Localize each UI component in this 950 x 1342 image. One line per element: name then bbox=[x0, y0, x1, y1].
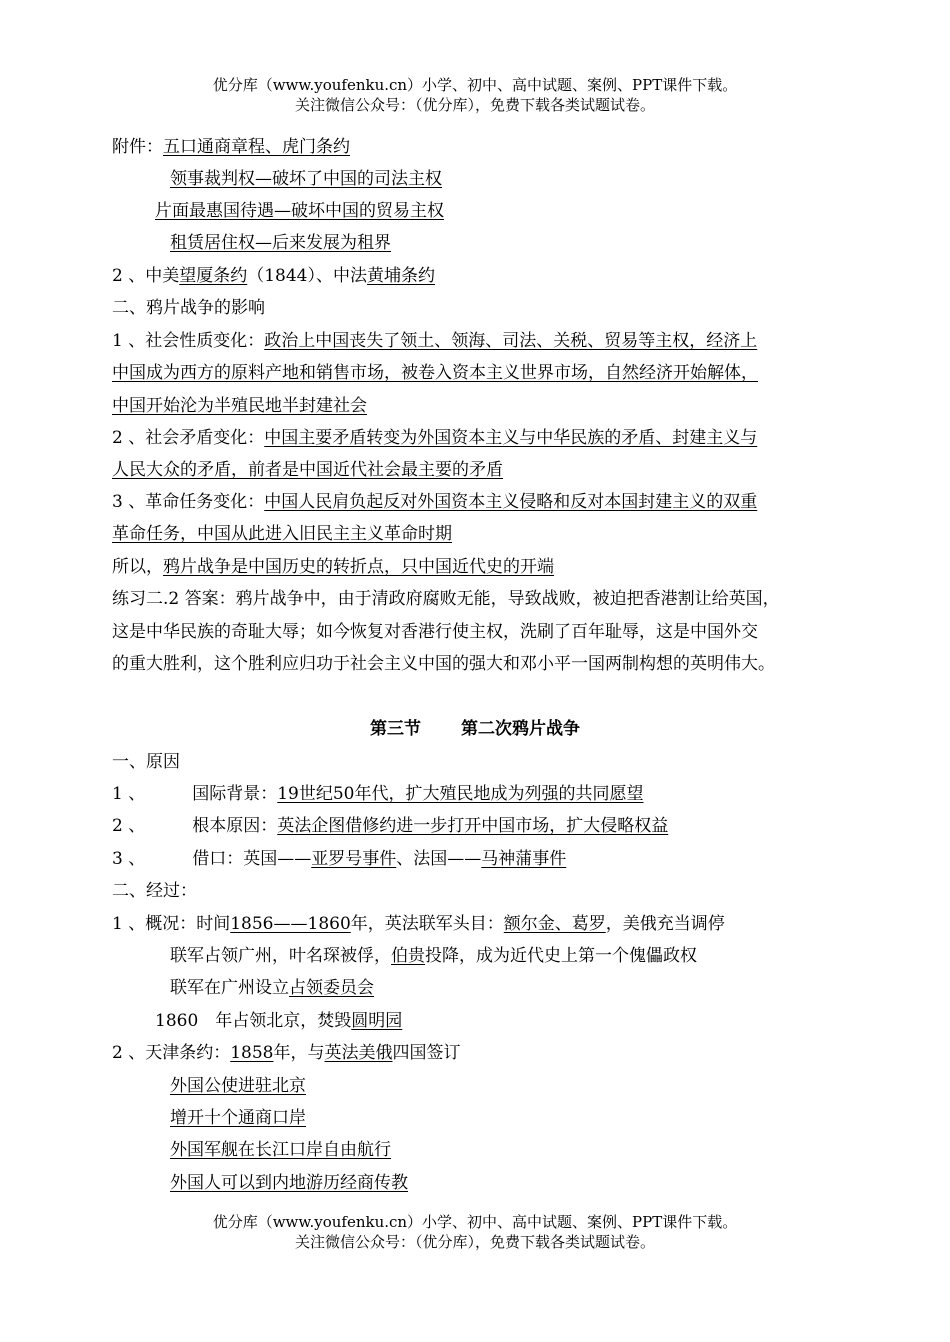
overview-leaders: 额尔金、葛罗 bbox=[503, 914, 606, 934]
impact-text: 中国人民肩负起反对外国资本主义侵略和反对本国封建主义的双重 bbox=[264, 492, 758, 512]
annex-label: 附件： bbox=[112, 137, 163, 157]
footer-line-1: 优分库（www.youfenku.cn）小学、初中、高中试题、案例、PPT课件下载。 bbox=[212, 1213, 738, 1231]
guangzhou-line bbox=[170, 945, 697, 967]
treaty-term: 外国军舰在长江口岸自由航行 bbox=[170, 1140, 391, 1160]
footer-line-2: 关注微信公众号：（优分库），免费下载各类试题试卷。 bbox=[294, 1233, 655, 1251]
tianjin-parties: 英法美俄 bbox=[324, 1043, 393, 1063]
annex-line bbox=[112, 136, 350, 158]
huangpu-treaty: 黄埔条约 bbox=[367, 266, 435, 286]
annex-title: 五口通商章程、虎门条约 bbox=[163, 137, 350, 157]
exercise-line: 练习二.2 答案：鸦片战争中，由于清政府腐败无能，导致战败，被迫把香港割让给英国， bbox=[112, 589, 780, 609]
exercise-line: 的重大胜利，这个胜利应归功于社会主义中国的强大和邓小平一国两制构想的英明伟大。 bbox=[112, 654, 775, 674]
committee-line bbox=[170, 977, 374, 999]
treaty-term: 增开十个通商口岸 bbox=[170, 1108, 306, 1128]
impact-label: 1 、社会性质变化： bbox=[112, 331, 265, 351]
annex-item: 领事裁判权—破坏了中国的司法主权 bbox=[170, 169, 442, 189]
treaties-line bbox=[112, 265, 435, 287]
impact-text: 中国开始沦为半殖民地半封建社会 bbox=[112, 396, 367, 416]
exercise-line: 这是中华民族的奇耻大辱；如今恢复对香港行使主权，洗刷了百年耻辱，这是中国外交 bbox=[112, 622, 758, 642]
impact-item-1 bbox=[112, 330, 757, 352]
pretext-mid: 、法国—— bbox=[396, 849, 482, 869]
tianjin-prefix: 2 、天津条约： bbox=[112, 1043, 231, 1063]
impact-text: 中国成为西方的原料产地和销售市场，被卷入资本主义世界市场，自然经济开始解体， bbox=[112, 363, 758, 383]
header-line-2: 关注微信公众号：（优分库），免费下载各类试题试卷。 bbox=[294, 96, 655, 114]
tianjin-line bbox=[112, 1042, 461, 1064]
cause-label: 根本原因： bbox=[192, 816, 278, 836]
annex-item: 片面最惠国待遇—破坏中国的贸易主权 bbox=[155, 201, 444, 221]
cause-heading: 一、原因 bbox=[112, 752, 180, 772]
guangzhou-post: 投降，成为近代史上第一个傀儡政权 bbox=[425, 946, 697, 966]
impact-label: 2 、社会矛盾变化： bbox=[112, 428, 265, 448]
chapdelaine-incident: 马神蒲事件 bbox=[481, 849, 567, 869]
section-title bbox=[0, 718, 950, 740]
impact-text: 革命任务，中国从此进入旧民主主义革命时期 bbox=[112, 524, 452, 544]
overview-mid: 年，英法联军头目： bbox=[350, 914, 504, 934]
cause-number: 2 、 bbox=[112, 816, 146, 836]
arrow-incident: 亚罗号事件 bbox=[311, 849, 397, 869]
cause-item-3 bbox=[112, 848, 566, 870]
section-name: 第二次鸦片战争 bbox=[461, 719, 580, 739]
overview-line bbox=[112, 913, 725, 935]
impact-heading: 二、鸦片战争的影响 bbox=[112, 298, 265, 318]
cause-label: 借口：英国—— bbox=[192, 849, 312, 869]
cause-label: 国际背景： bbox=[192, 784, 278, 804]
header-line-1: 优分库（www.youfenku.cn）小学、初中、高中试题、案例、PPT课件下载。 bbox=[212, 76, 738, 94]
tianjin-suffix: 四国签订 bbox=[392, 1043, 461, 1063]
beijing-line bbox=[155, 1010, 402, 1032]
overview-years: 1856——1860 bbox=[230, 914, 351, 934]
cause-text: 英法企图借修约进一步打开中国市场，扩大侵略权益 bbox=[277, 816, 669, 836]
overview-prefix: 1 、概况：时间 bbox=[112, 914, 231, 934]
beijing-pre: 1860 年占领北京，焚毁 bbox=[155, 1011, 352, 1031]
impact-text: 政治上中国丧失了领土、领海、司法、关税、贸易等主权，经济上 bbox=[264, 331, 758, 351]
overview-suffix: ，美俄充当调停 bbox=[605, 914, 725, 934]
impact-item-2 bbox=[112, 427, 757, 449]
committee-name: 占领委员会 bbox=[289, 978, 374, 998]
cause-item-2 bbox=[112, 815, 668, 837]
cause-number: 1 、 bbox=[112, 784, 146, 804]
treaties-mid: （1844）、中法 bbox=[247, 266, 367, 286]
puppet-name: 伯贵 bbox=[391, 946, 425, 966]
cause-number: 3 、 bbox=[112, 849, 146, 869]
impact-text: 中国主要矛盾转变为外国资本主义与中华民族的矛盾、封建主义与 bbox=[264, 428, 758, 448]
tianjin-mid: 年，与 bbox=[273, 1043, 325, 1063]
wangxia-treaty: 望厦条约 bbox=[179, 266, 248, 286]
committee-pre: 联军在广州设立 bbox=[170, 978, 289, 998]
treaty-term: 外国公使进驻北京 bbox=[170, 1076, 306, 1096]
yuanmingyuan: 圆明园 bbox=[351, 1011, 403, 1031]
annex-item: 租赁居住权—后来发展为租界 bbox=[170, 233, 391, 253]
section-number: 第三节 bbox=[370, 719, 421, 739]
process-heading: 二、经过： bbox=[112, 881, 197, 901]
conclusion-text: 鸦片战争是中国历史的转折点，只中国近代史的开端 bbox=[163, 557, 554, 577]
tianjin-year: 1858 bbox=[230, 1043, 274, 1063]
conclusion-prefix: 所以， bbox=[112, 557, 163, 577]
treaty-term: 外国人可以到内地游历经商传教 bbox=[170, 1173, 408, 1193]
impact-label: 3 、革命任务变化： bbox=[112, 492, 265, 512]
treaties-prefix: 2 、中美 bbox=[112, 266, 180, 286]
impact-item-3 bbox=[112, 491, 757, 513]
conclusion-line bbox=[112, 556, 554, 578]
impact-text: 人民大众的矛盾，前者是中国近代社会最主要的矛盾 bbox=[112, 460, 503, 480]
cause-item-1 bbox=[112, 783, 644, 805]
cause-text: 19世纪50年代，扩大殖民地成为列强的共同愿望 bbox=[277, 784, 644, 804]
guangzhou-pre: 联军占领广州，叶名琛被俘， bbox=[170, 946, 391, 966]
